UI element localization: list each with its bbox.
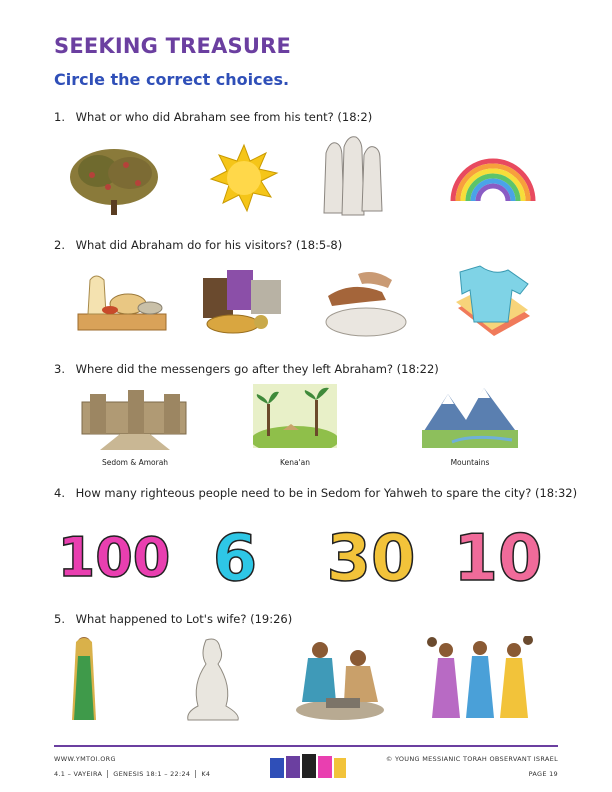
instruction: Circle the correct choices. [54,70,290,89]
choices-row-3 [54,384,558,476]
caption-sedom: Sedom & Amorah [101,458,169,467]
question-number: 5. [54,612,65,626]
number-label: 10 [453,522,543,592]
question-number: 2. [54,238,65,252]
three-visitors-icon[interactable] [316,135,388,219]
footer-meta [54,770,210,778]
ymtoi-logo-icon [268,752,348,780]
question-2 [54,238,342,252]
number-label: 6 [212,522,258,592]
choices-row-1 [54,135,558,220]
number-label: 100 [57,526,171,589]
foot-washing-icon[interactable] [322,266,412,338]
number-30-choice[interactable] [316,510,426,592]
number-label: 30 [326,522,416,592]
choices-row-2 [54,262,558,342]
choices-row-5 [54,632,558,726]
question-5 [54,612,292,626]
footer-portion: 4.1 – VAYEIRA [54,770,103,778]
question-number: 3. [54,362,65,376]
footer-level: K4 [201,770,211,778]
footer-website[interactable]: WWW.YMTOI.ORG [54,755,116,763]
question-text: How many righteous people need to be in Sedom for Yahweh to spare the city? (18:32) [75,486,578,500]
number-10-choice[interactable] [446,510,550,592]
food-tray-icon[interactable] [76,270,168,334]
choices-row-4 [54,508,558,598]
women-grinding-icon[interactable] [292,636,388,722]
number-100-choice[interactable] [54,510,174,592]
woman-standing-icon[interactable] [64,634,104,724]
treasure-icon[interactable] [197,266,289,336]
question-text: Where did the messengers go after they left Abraham? (18:22) [75,362,439,376]
footer-page-number: PAGE 19 [528,770,558,778]
question-text: What happened to Lot's wife? (19:26) [75,612,293,626]
palm-valley-icon[interactable] [253,384,337,448]
bush-icon[interactable] [68,145,160,217]
footer-reference: GENESIS 18:1 – 22:24 [113,770,191,778]
sun-icon[interactable] [209,143,279,213]
caption-mountains: Mountains [450,458,490,467]
question-3 [54,362,439,376]
question-number: 4. [54,486,65,500]
question-text: What did Abraham do for his visitors? (18:5-8) [75,238,343,252]
caption-kenaan: Kena'an [280,458,310,467]
question-1 [54,110,372,124]
question-number: 1. [54,110,65,124]
page-title: SEEKING TREASURE [54,34,292,58]
question-text: What or who did Abraham see from his tent? (18:2) [75,110,373,124]
dancing-women-icon[interactable] [424,636,536,722]
pillar-of-salt-icon[interactable] [182,636,244,722]
footer-copyright: © YOUNG MESSIANIC TORAH OBSERVANT ISRAEL [385,755,558,763]
folded-clothes-icon[interactable] [450,264,536,340]
footer-rule [54,745,558,747]
number-6-choice[interactable] [204,510,266,592]
rainbow-icon[interactable] [449,155,537,205]
mountains-icon[interactable] [422,384,518,448]
city-walls-icon[interactable] [80,388,190,450]
question-4 [54,486,577,500]
